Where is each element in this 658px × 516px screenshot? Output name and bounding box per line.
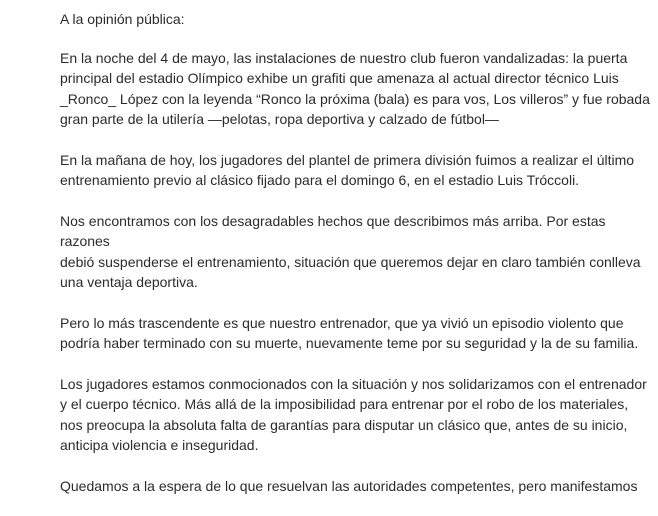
letter-document: [60, 9, 650, 516]
paragraph-vandalism: En la noche del 4 de mayo, las instalaciones de nuestro club fueron vandalizadas: la puerta principal del estadio Olímpico exhibe un grafiti que amenaza al actual director técnico Luis _Ronco_ López con la leyenda “Ronco la próxima (bala) es para vos, Los villeros” y fue robada gran parte de la utilería —pelotas, ropa deportiva y calzado de fútbol—: [60, 49, 650, 127]
paragraph-closing: Quedamos a la espera de lo que resuelvan las autoridades competentes, pero manifestamos: [60, 477, 638, 494]
paragraph-solidarity: Los jugadores estamos conmocionados con la situación y nos solidarizamos con el entrenador y el cuerpo técnico. Más allá de la imposibilidad para entrenar por el robo de los materiales, nos preocupa la absoluta falta de garantías para disputar un clásico que, antes de su inicio, anticipa violencia e inseguridad.: [60, 375, 647, 453]
paragraph-coach-safety: Pero lo más trascendente es que nuestro entrenador, que ya vivió un episodio violento que podría haber terminado con su muerte, nuevamente teme por su seguridad y la de su familia.: [60, 314, 639, 351]
paragraph-training: En la mañana de hoy, los jugadores del plantel de primera división fuimos a realizar el último entrenamiento previo al clásico fijado para el domingo 6, en el estadio Luis Tróccoli.: [60, 151, 635, 188]
paragraph-suspension: Nos encontramos con los desagradables hechos que describimos más arriba. Por estas razones debió suspenderse el entrenamiento, situación que queremos dejar en claro también conlleva una ventaja deportiva.: [60, 212, 641, 290]
letter-salutation: A la opinión pública:: [60, 11, 185, 27]
